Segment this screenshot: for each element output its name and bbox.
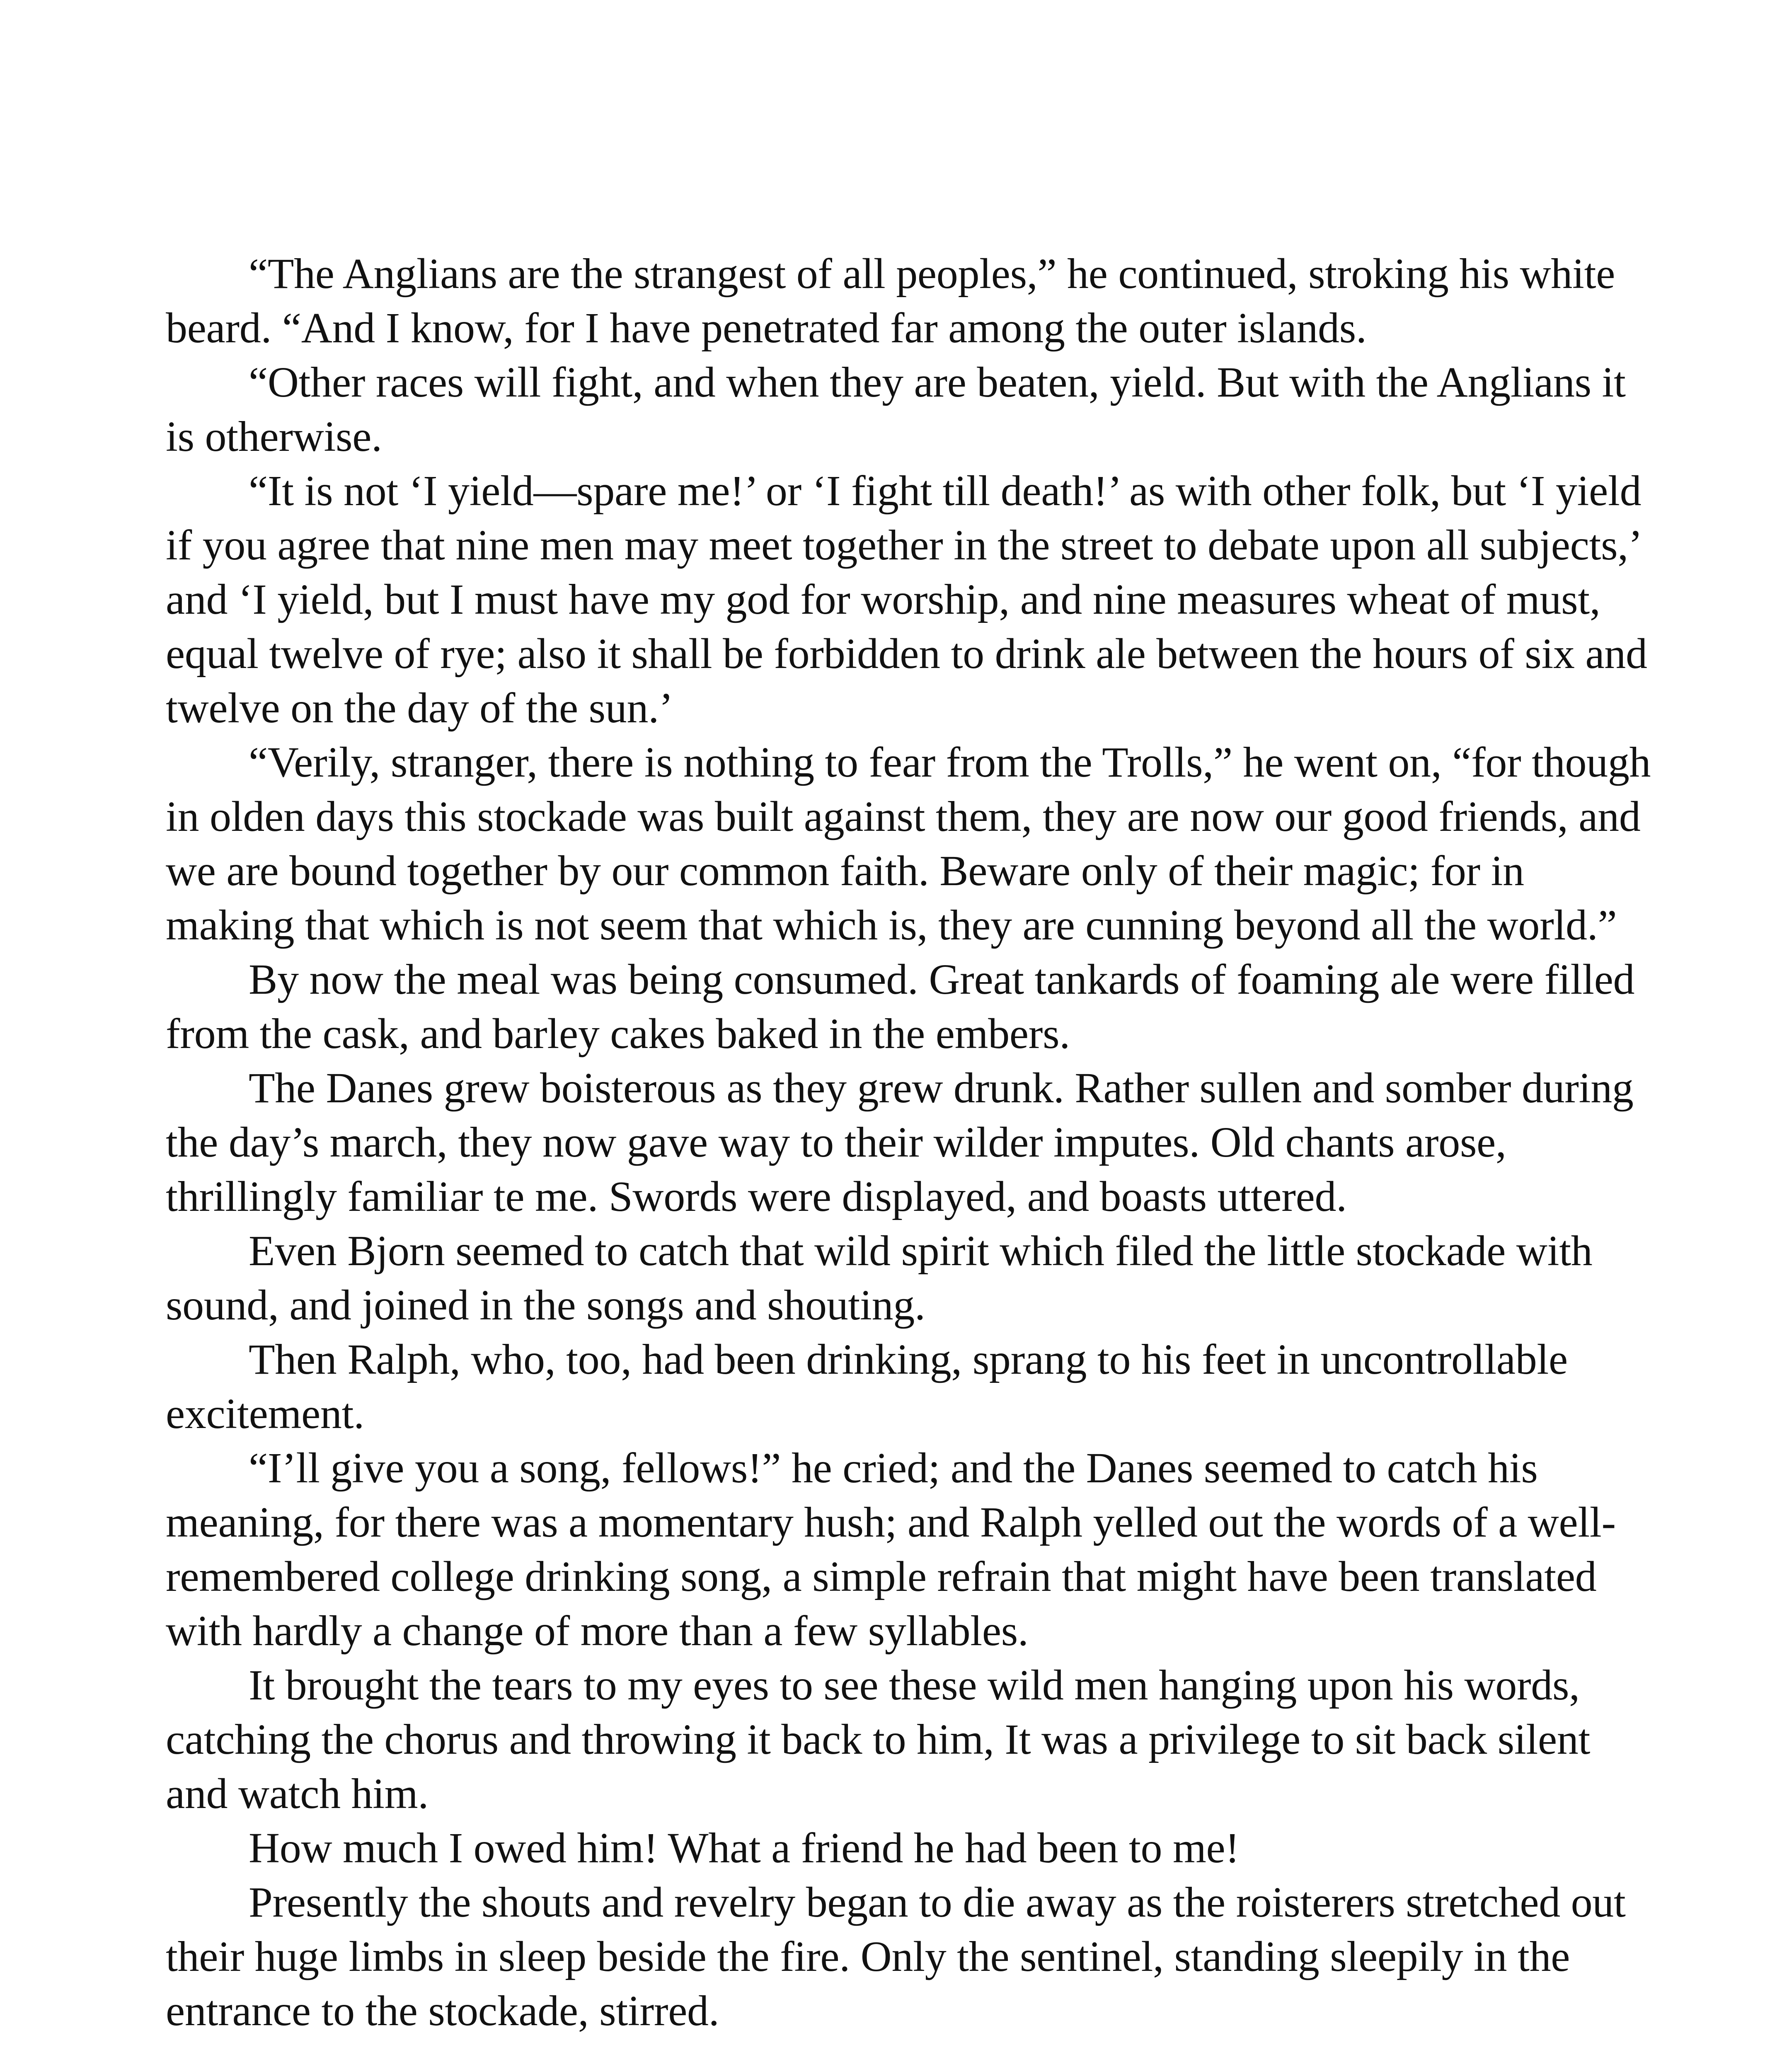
paragraph: “The Anglians are the strangest of all peoples,” he continued, stroking his white beard. “And I know, for I have penetrated far among the outer islands. — [166, 250, 1615, 352]
paragraph: Presently the shouts and revelry began to die away as the roisterers stretched out their huge limbs in sleep beside the fire. Only the sentinel, standing sleepily in the entrance to the stockade, stirred. — [166, 1878, 1626, 2035]
paragraph: By now the meal was being consumed. Great tankards of foaming ale were filled from the cask, and barley cakes baked in the embers. — [166, 956, 1635, 1058]
paragraph: Then Ralph, who, too, had been drinking, sprang to his feet in uncontrollable excitement. — [166, 1336, 1568, 1438]
body-text — [166, 247, 1658, 2038]
paragraph: “It is not ‘I yield—spare me!’ or ‘I fight till death!’ as with other folk, but ‘I yield if you agree that nine men may meet together in the street to debate upon all subjects,’ and ‘I yield, but I must have my god for worship, and nine measures wheat of must, equal twelve of rye; also it shall be forbidden to drink ale between the hours of six and twelve on the day of the sun.’ — [166, 467, 1647, 732]
paragraph: “Other races will fight, and when they are beaten, yield. But with the Anglians it is otherwise. — [166, 358, 1626, 460]
paragraph: “Verily, stranger, there is nothing to fear from the Trolls,” he went on, “for though in olden days this stockade was built against them, they are now our good friends, and we are bound together by our common faith. Beware only of their magic; for in making that which is not seem that which is, they are cunning beyond all the world.” — [166, 738, 1651, 949]
paragraph: How much I owed him! What a friend he had been to me! — [249, 1824, 1240, 1872]
paragraph: The Danes grew boisterous as they grew drunk. Rather sullen and somber during the day’s march, they now gave way to their wilder imputes. Old chants arose, thrillingly familiar te me. Swords were displayed, and boasts uttered. — [166, 1064, 1634, 1220]
paragraph: Even Bjorn seemed to catch that wild spirit which filed the little stockade with sound, and joined in the songs and shouting. — [166, 1227, 1593, 1329]
paragraph: “I’ll give you a song, fellows!” he cried; and the Danes seemed to catch his meaning, for there was a momentary hush; and Ralph yelled out the words of a well-remembered college drinking song, a simple refrain that might have been translated with hardly a change of more than a few syllables. — [166, 1444, 1616, 1655]
paragraph: It brought the tears to my eyes to see these wild men hanging upon his words, catching the chorus and throwing it back to him, It was a privilege to sit back silent and watch him. — [166, 1661, 1591, 1818]
